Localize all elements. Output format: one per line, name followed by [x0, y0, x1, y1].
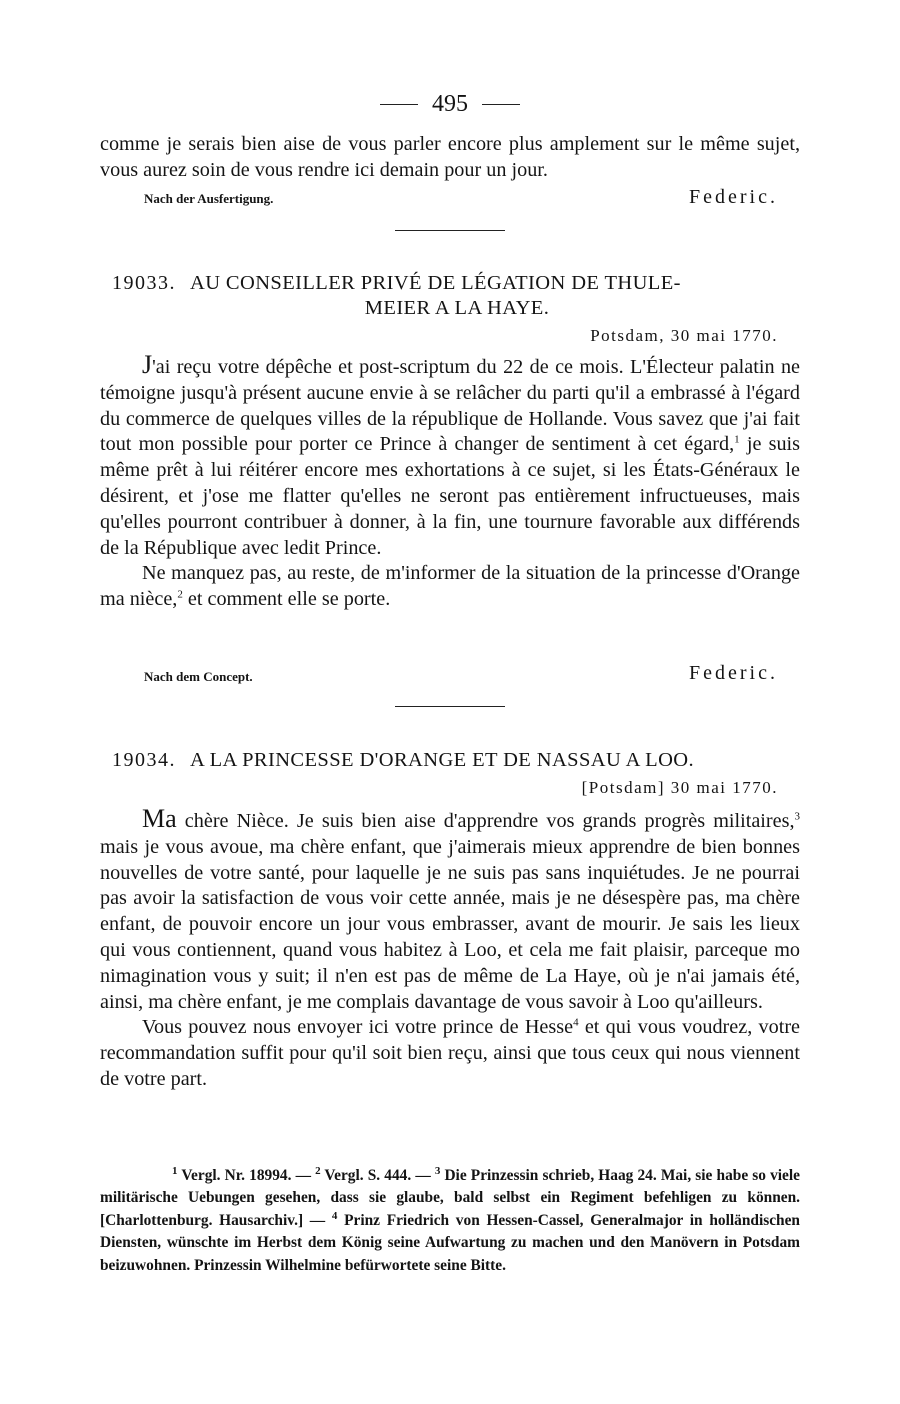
- letter-19033-heading: [112, 271, 802, 321]
- footnote-3: Die Prinzessin schrieb, Haag 24. Mai, sie habe so viele militärische Uebungen gesehen, dass sie glaube, bald selbst ein Regiment befehligen zu können. [Charlottenburg. Hausarchiv.] —: [100, 1167, 800, 1229]
- footnote-ref-3: 3: [794, 810, 800, 823]
- header-dash-right: [482, 104, 520, 105]
- separator-rule: [395, 230, 505, 231]
- letter-19033-signature: Federic.: [689, 662, 778, 684]
- intro-continuation: [100, 132, 800, 184]
- paragraph-text: et qui vous voudrez, votre recommandation suffit pour qu'il soit bien reçu, ainsi que tous ceux qui nous viennent de votre part.: [100, 1016, 800, 1090]
- intro-source-note: Nach der Ausfertigung.: [144, 191, 274, 206]
- footnote-4: Prinz Friedrich von Hessen-Cassel, Generalmajor in holländischen Diensten, wünschte im Herbst dem König seine Aufwartung zu machen und den Manövern in Potsdam beizuwohnen. Prinzessin Wilhelmine befürwortete seine Bitte.: [100, 1211, 800, 1274]
- letter-19034-dateline: [Potsdam] 30 mai 1770.: [581, 778, 778, 797]
- footnote-mark-4: 4: [331, 1209, 338, 1222]
- paragraph-text: je suis même prêt à lui réitérer encore mes exhortations à ce sujet, si les États-Généraux le désirent, et j'ose me flatter qu'elles ne seront pas entièrement infructueuses, mais qu'elles pourront contribuer à donner, à la fin, une tournure favorable aux différends de la République avec ledit Prince.: [100, 433, 800, 559]
- letter-19034-heading: [112, 748, 802, 773]
- letter-19033-paragraph-1: [100, 352, 800, 561]
- header-dash-left: [380, 104, 418, 105]
- page-number: 495: [432, 90, 468, 117]
- footnote-ref-1: 1: [734, 433, 740, 446]
- letter-19034-body: [100, 806, 800, 1093]
- footnote-mark-1: 1: [172, 1164, 178, 1177]
- paragraph-text: chère Nièce. Je suis bien aise d'apprendre vos grands progrès militaires,: [176, 810, 795, 832]
- drop-letter: Ma: [142, 804, 177, 833]
- intro-signature: Federic.: [689, 186, 778, 208]
- separator-rule: [395, 706, 505, 707]
- paragraph-text: et comment elle se porte.: [182, 588, 391, 611]
- letter-title-line1: AU CONSEILLER PRIVÉ DE LÉGATION DE THULE-: [190, 272, 681, 294]
- letter-19033-paragraph-2: [100, 561, 800, 613]
- letter-title-line2: MEIER A LA HAYE.: [364, 297, 550, 319]
- letter-19033-body: [100, 352, 800, 613]
- letter-title: A LA PRINCESSE D'ORANGE ET DE NASSAU A LOO.: [190, 749, 695, 771]
- footnote-ref-4: 4: [573, 1016, 579, 1029]
- letter-number: 19033.: [112, 272, 176, 294]
- footnotes-paragraph: [100, 1165, 800, 1277]
- letter-19033-dateline: Potsdam, 30 mai 1770.: [590, 326, 778, 345]
- page-header: [0, 84, 900, 124]
- letter-19033-source-note: Nach dem Concept.: [144, 669, 253, 684]
- paragraph-text: mais je vous avoue, ma chère enfant, que j'aimerais mieux apprendre de bien bonnes nouvelles de votre santé, pour laquelle je ne suis pas sans inquiétudes. Je ne pourrai pas avoir la satisfaction de vous voir cette année, mais je ne désespère pas, ma chère enfant, de pouvoir encore un jour vous embrasser, avant de mourir. Je sais les lieux qui vous contiennent, quand vous habitez à Loo, et cela me fait plaisir, parceque mo nimagination vous y suit; il n'en est pas de même de La Haye, où je n'ai jamais été, ainsi, ma chère enfant, je me complais davantage de vous savoir à Loo qu'ailleurs.: [100, 835, 800, 1013]
- letter-19034-paragraph-2: [100, 1015, 800, 1092]
- intro-paragraph: comme je serais bien aise de vous parler encore plus amplement sur le même sujet, vous aurez soin de vous rendre ici demain pour un jour.: [100, 133, 800, 181]
- footnote-mark-2: 2: [315, 1164, 321, 1177]
- paragraph-text: 'ai reçu votre dépêche et post-scriptum du 22 de ce mois. L'Électeur palatin ne témoigne jusqu'à présent aucune envie à se relâcher du parti qu'il a embrassé à l'égard du commerce de quelques villes de la république de Hollande. Vous savez que j'ai fait tout mon possible pour porter ce Prince à changer de sentiment à cet égard,: [100, 356, 800, 456]
- footnote-2: Vergl. S. 444. —: [320, 1167, 435, 1184]
- footnote-mark-3: 3: [434, 1164, 441, 1177]
- footnotes: [100, 1165, 800, 1277]
- drop-letter: J: [142, 350, 153, 379]
- footnote-ref-2: 2: [177, 588, 183, 601]
- letter-number: 19034.: [112, 749, 176, 771]
- footnote-1: Vergl. Nr. 18994. —: [177, 1167, 316, 1184]
- paragraph-text: Ne manquez pas, au reste, de m'informer de la situation de la princesse d'Orange ma nièce,: [100, 562, 800, 611]
- letter-19034-paragraph-1: [100, 806, 800, 1015]
- paragraph-text: Vous pouvez nous envoyer ici votre prince de Hesse: [142, 1016, 574, 1039]
